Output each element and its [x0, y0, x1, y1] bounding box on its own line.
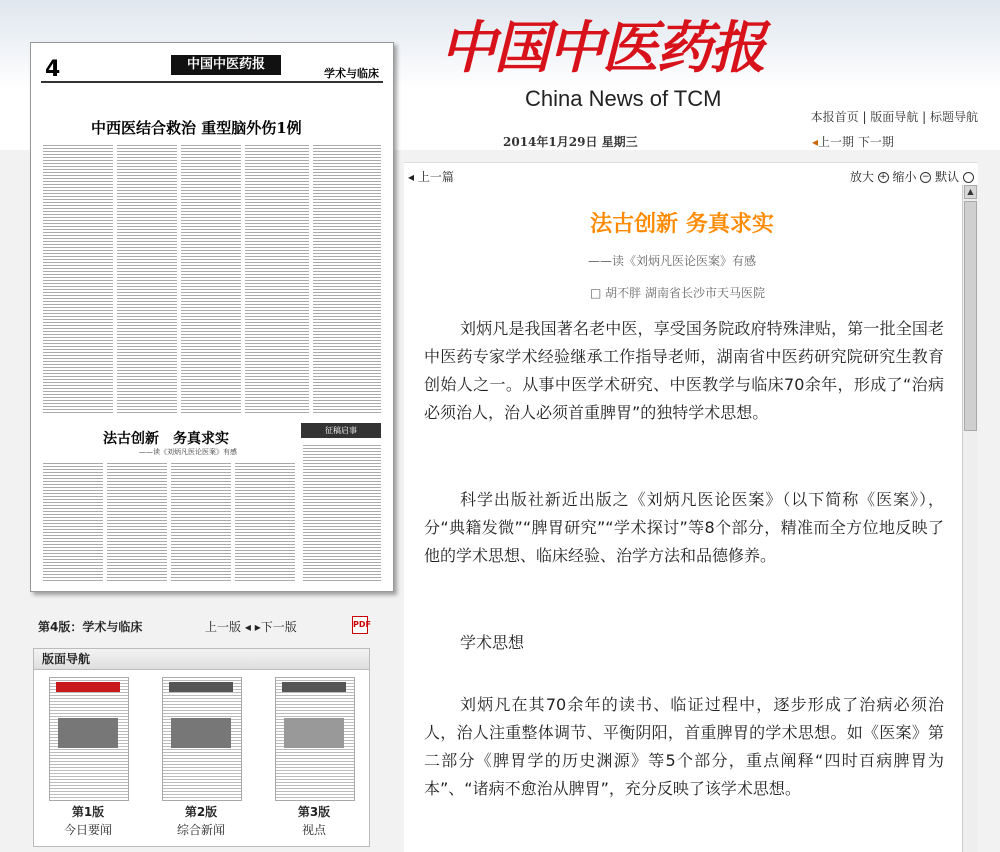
- current-page-label: 第4版：学术与临床: [38, 620, 143, 634]
- pager-arrow-left-icon: ◂: [244, 620, 251, 634]
- zoom-default-icon[interactable]: [963, 172, 974, 183]
- layout-navigation-panel: [33, 648, 370, 847]
- preview-text-column[interactable]: [107, 461, 167, 581]
- zoom-default-link[interactable]: 默认: [935, 170, 960, 184]
- preview-text-column[interactable]: [235, 461, 295, 581]
- article-author: □ 胡不胖 湖南省长沙市天马医院: [590, 286, 765, 300]
- preview-notice-box: 征稿启事: [301, 423, 381, 438]
- nav-layout-link[interactable]: 版面导航: [870, 110, 919, 124]
- page-thumbnail-2[interactable]: [162, 677, 242, 801]
- zoom-in-icon[interactable]: +: [879, 172, 887, 182]
- triangle-left-icon: ◂: [408, 170, 415, 184]
- newspaper-logo[interactable]: 中国中医药报: [440, 15, 764, 81]
- article-title: 法古创新 务真求实: [590, 212, 774, 237]
- page-thumbnail-3-num[interactable]: 第3版: [297, 805, 331, 819]
- layout-nav-title: 版面导航: [34, 649, 369, 670]
- article-panel: [404, 162, 978, 852]
- preview-headline-article[interactable]: 法古创新 务真求实: [103, 431, 229, 447]
- nav-title-link[interactable]: 标题导航: [929, 110, 978, 124]
- preview-text-column[interactable]: [43, 461, 103, 581]
- article-paragraph: 刘炳凡在其70余年的读书、临证过程中，逐步形成了治病必须治人，治人注重整体调节、平衡阴阳，首重脾胃的学术思想。如《医案》第二部分《脾胃学的历史渊源》等5个部分，重点阐释“四时百病脾胃为本”、“诸病不愈治从脾胃”，充分反映了该学术思想。: [424, 695, 944, 798]
- preview-text-column[interactable]: [181, 143, 241, 413]
- preview-headline[interactable]: 中西医结合救治 重型脑外伤1例: [91, 119, 302, 137]
- newspaper-logo-english: China News of TCM: [525, 86, 722, 111]
- article-toolbar: [404, 168, 978, 184]
- preview-text-column[interactable]: [117, 143, 177, 413]
- page-preview[interactable]: [30, 42, 394, 592]
- page-thumbnail-1[interactable]: [49, 677, 129, 801]
- article-paragraph: 科学出版社新近出版之《刘炳凡医论医案》（以下简称《医案》），分“典籍发微”“脾胃研究”“学术探讨”等8个部分，精准而全方位地反映了他的学术思想、临床经验、治学方法和品德修养。: [424, 490, 944, 565]
- nav-home-link[interactable]: 本报首页: [810, 110, 859, 124]
- pager-arrow-right-icon: ▸: [254, 620, 261, 634]
- page-thumbnail-3[interactable]: [275, 677, 355, 801]
- prev-arrow-icon: ◂: [812, 135, 819, 149]
- next-page-link[interactable]: 下一版: [260, 620, 297, 634]
- page-thumbnail-3-name[interactable]: 视点: [301, 823, 326, 837]
- preview-text-column[interactable]: [171, 461, 231, 581]
- preview-section: 学术与临床: [324, 67, 379, 80]
- article-scrollbar[interactable]: [962, 185, 978, 852]
- page-thumbnail-2-name[interactable]: 综合新闻: [176, 823, 225, 837]
- preview-page-number: 4: [45, 57, 61, 82]
- article-subtitle: ——读《刘炳凡医论医案》有感: [588, 254, 757, 268]
- page-thumbnail-1-num[interactable]: 第1版: [71, 805, 105, 819]
- prev-article[interactable]: [408, 168, 454, 185]
- zoom-out-icon[interactable]: −: [922, 172, 930, 182]
- article-section-heading: 学术思想: [460, 633, 525, 652]
- preview-rule: [41, 81, 383, 83]
- page-thumbnail-2-num[interactable]: 第2版: [184, 805, 218, 819]
- zoom-controls: [850, 168, 974, 185]
- preview-text-column[interactable]: [245, 143, 309, 413]
- article-content: [404, 189, 960, 852]
- article-paragraph: 刘炳凡是我国著名老中医，享受国务院政府特殊津贴，第一批全国老中医药专家学术经验继承工作指导老师，湖南省中医药研究院研究生教育创始人之一。从事中医学术研究、中医教学与临床70余年，形成了“治病必须治人，治人必须首重脾胃”的独特学术思想。: [424, 319, 944, 422]
- prev-article-link[interactable]: 上一篇: [417, 170, 454, 184]
- page-thumbnail-1-name[interactable]: 今日要闻: [63, 823, 112, 837]
- prev-issue-link[interactable]: 上一期: [818, 135, 855, 149]
- zoom-in-link[interactable]: 放大: [849, 170, 874, 184]
- top-nav: 本报首页 | 版面导航 | 标题导航: [810, 110, 978, 124]
- scrollbar-thumb[interactable]: [964, 201, 977, 431]
- page-pager: [205, 618, 297, 635]
- issue-nav: [812, 133, 894, 150]
- zoom-out-link[interactable]: 缩小: [892, 170, 917, 184]
- next-issue-link[interactable]: 下一期: [857, 135, 894, 149]
- preview-text-column[interactable]: [313, 143, 381, 413]
- preview-subheadline: ——读《刘炳凡医论医案》有感: [139, 448, 237, 456]
- preview-text-column[interactable]: [303, 443, 381, 581]
- preview-masthead: 中国中医药报: [171, 55, 281, 75]
- issue-date: 2014年1月29日 星期三: [503, 135, 638, 149]
- preview-text-column[interactable]: [43, 143, 113, 413]
- prev-page-link[interactable]: 上一版: [205, 620, 242, 634]
- pdf-icon[interactable]: PDF: [352, 616, 368, 634]
- scroll-up-icon[interactable]: ▲: [964, 185, 977, 199]
